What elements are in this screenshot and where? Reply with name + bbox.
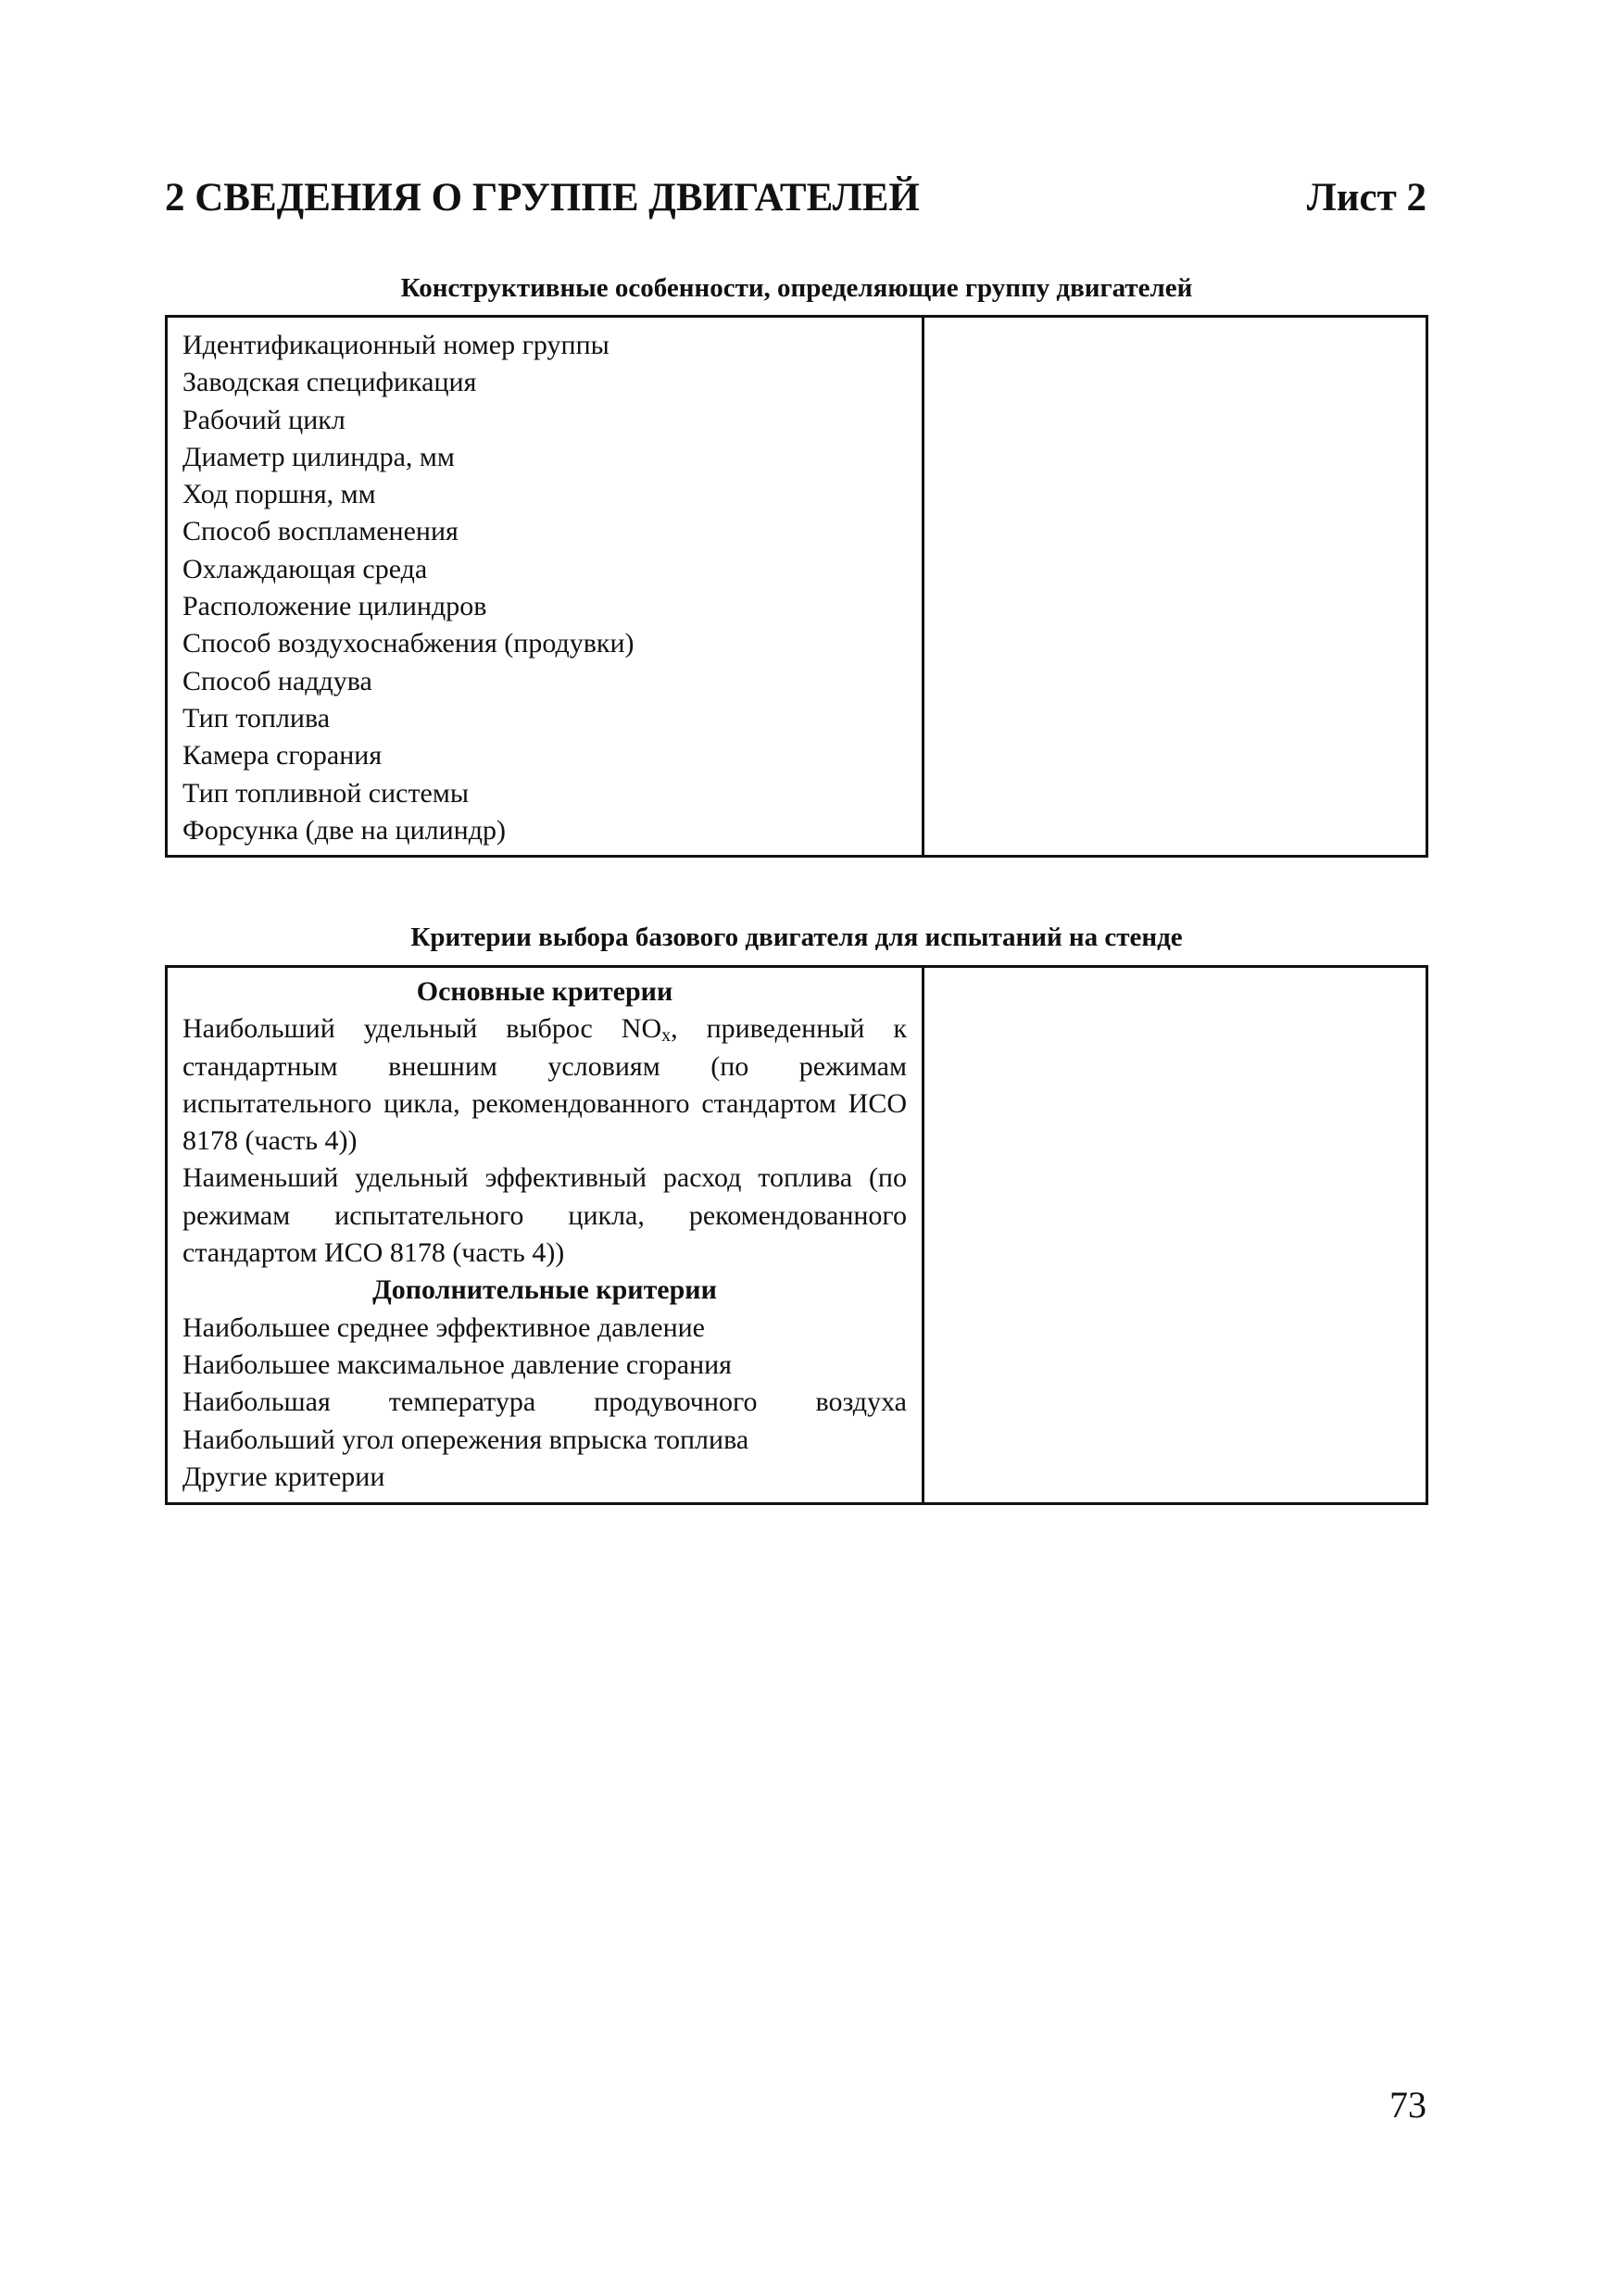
section-title: 2 СВЕДЕНИЯ О ГРУППЕ ДВИГАТЕЛЕЙ — [165, 176, 920, 220]
design-feature-row: Камера сгорания — [182, 740, 383, 772]
criteria-list — [167, 967, 924, 1504]
design-feature-row: Способ наддува — [182, 665, 372, 696]
design-feature-row: Способ воспламенения — [182, 516, 459, 547]
extra-criterion: Наибольший угол опережения впрыска топлива — [182, 1424, 749, 1455]
criteria-table-caption: Критерии выбора базового двигателя для испытаний на стенде — [410, 922, 1183, 952]
design-feature-row: Охлаждающая среда — [182, 553, 428, 584]
criterion-nox: Наибольший удельный выброс $NO_x$, приведенный к стандартным внешним условиям (по режимам испытательного цикла, рекомендованного стандартом ИСО 8178 (часть 4)) — [182, 1013, 907, 1157]
design-feature-row: Диаметр цилиндра, мм — [182, 441, 455, 472]
page-heading — [165, 171, 1426, 225]
main-criteria-heading: Основные критерии — [416, 976, 673, 1007]
design-feature-row: Способ воздухоснабжения (продувки) — [182, 628, 635, 659]
design-feature-row: Рабочий цикл — [182, 404, 346, 435]
design-feature-row: Идентификационный номер группы — [182, 330, 609, 360]
design-feature-row: Тип топливной системы — [182, 777, 470, 809]
extra-criterion: Наибольшая температура продувочного воздуха — [182, 1386, 907, 1418]
extra-criterion: Наибольшее среднее эффективное давление — [182, 1311, 705, 1343]
design-feature-row: Тип топлива — [182, 702, 331, 734]
design-feature-row: Форсунка (две на цилиндр) — [182, 814, 506, 846]
extra-criteria-heading: Дополнительные критерии — [372, 1274, 717, 1306]
design-feature-row: Заводская спецификация — [182, 367, 477, 398]
extra-criterion: Другие критерии — [182, 1461, 385, 1492]
design-feature-row: Ход поршня, мм — [182, 479, 376, 510]
criteria-table — [165, 965, 1428, 1505]
extra-criterion: Наибольшее максимальное давление сгорания — [182, 1349, 732, 1380]
design-feature-row: Расположение цилиндров — [182, 591, 487, 622]
sheet-label: Лист 2 — [1306, 176, 1426, 220]
design-features-value-cell[interactable] — [924, 317, 1427, 857]
design-features-table — [165, 315, 1428, 858]
design-features-list — [167, 317, 924, 857]
page-number: 73 — [1389, 2084, 1426, 2126]
design-table-caption: Конструктивные особенности, определяющие группу двигателей — [400, 273, 1193, 303]
criterion-fuel-consumption: Наименьший удельный эффективный расход топлива (по режимам испытательного цикла, рекомендованного стандартом ИСО 8178 (часть 4)) — [182, 1162, 907, 1269]
criteria-value-cell[interactable] — [924, 967, 1427, 1504]
